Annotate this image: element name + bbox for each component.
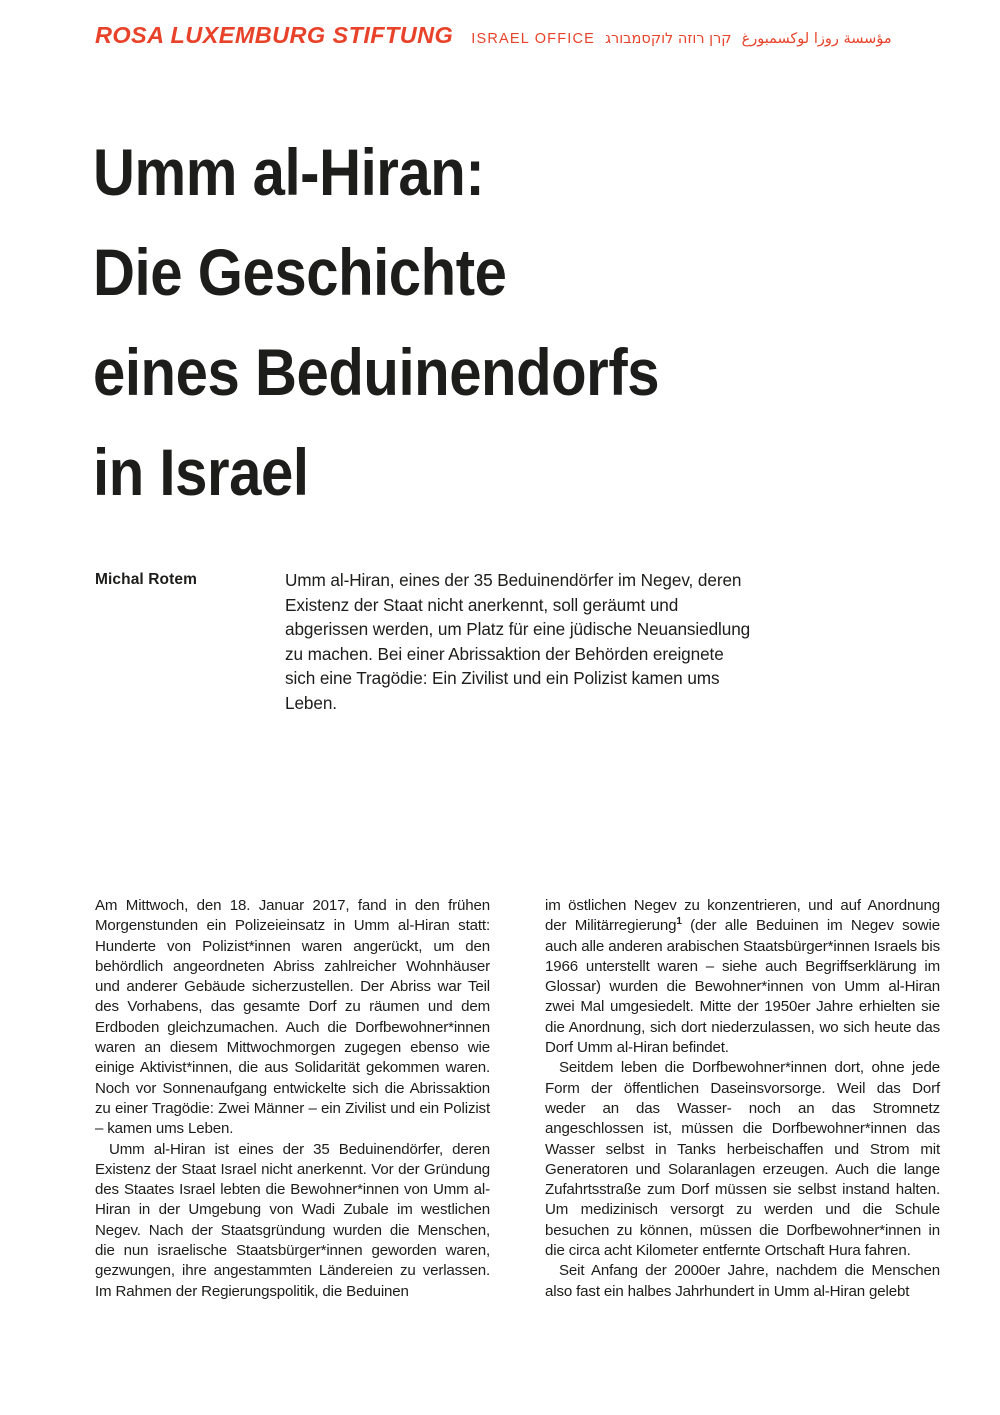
body-paragraph: Seitdem leben die Dorfbewohner*innen dort, ohne jede Form der öffentlichen Daseinsvorsorge. Weil das Dorf weder an das Wasser- noch an das Stromnetz angeschlossen ist, müssen die Dorfbewohner*innen das Wasser selbst in Tanks herbeischaffen und Strom mit Generatoren und Solaranlagen erzeugen. Auch die lange Zufahrtsstraße zum Dorf müssen sie selbst instand halten. Um medizinisch versorgt zu werden und die Schule besuchen zu können, müssen die Dorfbewohner*innen in die circa acht Kilometer entfernte Ortschaft Hura fahren. — [545, 1059, 940, 1260]
body-paragraph-part-b: (der alle Beduinen im Negev sowie auch alle anderen arabischen Staatsbürger*innen Israels bis 1966 unterstellt waren – siehe auch Begriffserklärung im Glossar) wurden die Bewohner*innen von Umm al-Hiran zwei Mal umgesiedelt. Mitte der 1950er Jahre erhielten sie die Anordnung, sich dort niederzulassen, wo sich heute das Dorf Umm al-Hiran befindet. — [545, 917, 940, 1057]
body-paragraph: Seit Anfang der 2000er Jahre, nachdem die Menschen also fast ein halbes Jahrhundert in Umm al-Hiran gelebt — [545, 1262, 940, 1300]
masthead — [95, 22, 922, 48]
office-label-latin: ISRAEL OFFICE — [471, 31, 596, 47]
lead-paragraph: Umm al-Hiran, eines der 35 Beduinendörfer im Negev, deren Existenz der Staat nicht anerkennt, soll geräumt und abgerissen werden, um Platz für eine jüdische Neuansiedlung zu machen. Bei einer Abrissaktion der Behörden ereignete sich eine Tragödie: Ein Zivilist und ein Polizist kamen ums Leben. — [285, 570, 751, 713]
footnote-marker: 1 — [676, 916, 682, 928]
article-body — [95, 896, 940, 1302]
office-label-hebrew: קרן רוזה לוקסמבורג — [605, 31, 732, 47]
rosa-luxemburg-stiftung-logo: ROSA LUXEMBURG STIFTUNG — [95, 22, 454, 48]
body-paragraph: Umm al-Hiran ist eines der 35 Beduinendörfer, deren Existenz der Staat Israel nicht anerkennt. Vor der Gründung des Staates Israel lebten die Bewohner*innen von Umm al-Hiran in der Umgebung von Wadi Zubale im westlichen Negev. Nach der Staatsgründung wurden die Menschen, die nun israelische Staatsbürger*innen geworden waren, gezwungen, ihre angestammten Ländereien zu verlassen. Im Rahmen der Regierungspolitik, die Beduinen — [95, 1140, 490, 1300]
page-title-line-1: Umm al-Hiran: — [93, 135, 485, 210]
page-title-line-4: in Israel — [93, 435, 309, 510]
author-byline: Michal Rotem — [95, 571, 197, 588]
body-column-left — [95, 896, 490, 1302]
body-paragraph-part-a: im östlichen Negev zu konzentrieren, und auf Anordnung der Militärregierung — [545, 897, 940, 935]
body-column-right — [545, 896, 940, 1302]
office-label-arabic: مؤسسة روزا لوكسمبورغ — [741, 31, 892, 47]
lead-block — [95, 568, 755, 715]
body-paragraph — [545, 896, 940, 1058]
body-paragraph: Am Mittwoch, den 18. Januar 2017, fand in den frühen Morgenstunden ein Polizeieinsatz in Umm al-Hiran statt: Hunderte von Polizist*innen waren angerückt, um den behördlich angeordneten Abriss zahlreicher Wohnhäuser und anderer Gebäude sicherzustellen. Der Abriss war Teil des Vorhabens, das gesamte Dorf zu räumen und dem Erdboden gleichzumachen. Auch die Dorfbewohner*innen waren an diesem Mittwochmorgen zugegen ebenso wie einige Aktivist*innen, die aus Solidarität gekommen waren. Noch vor Sonnenaufgang entwickelte sich die Abrissaktion zu einer Tragödie: Zwei Männer – ein Zivilist und ein Polizist – kamen ums Leben. — [95, 897, 490, 1138]
page-title-line-2: Die Geschichte — [93, 235, 507, 310]
page-title-line-3: eines Beduinendorfs — [93, 335, 660, 410]
office-line — [471, 31, 891, 47]
page-title — [93, 122, 727, 522]
